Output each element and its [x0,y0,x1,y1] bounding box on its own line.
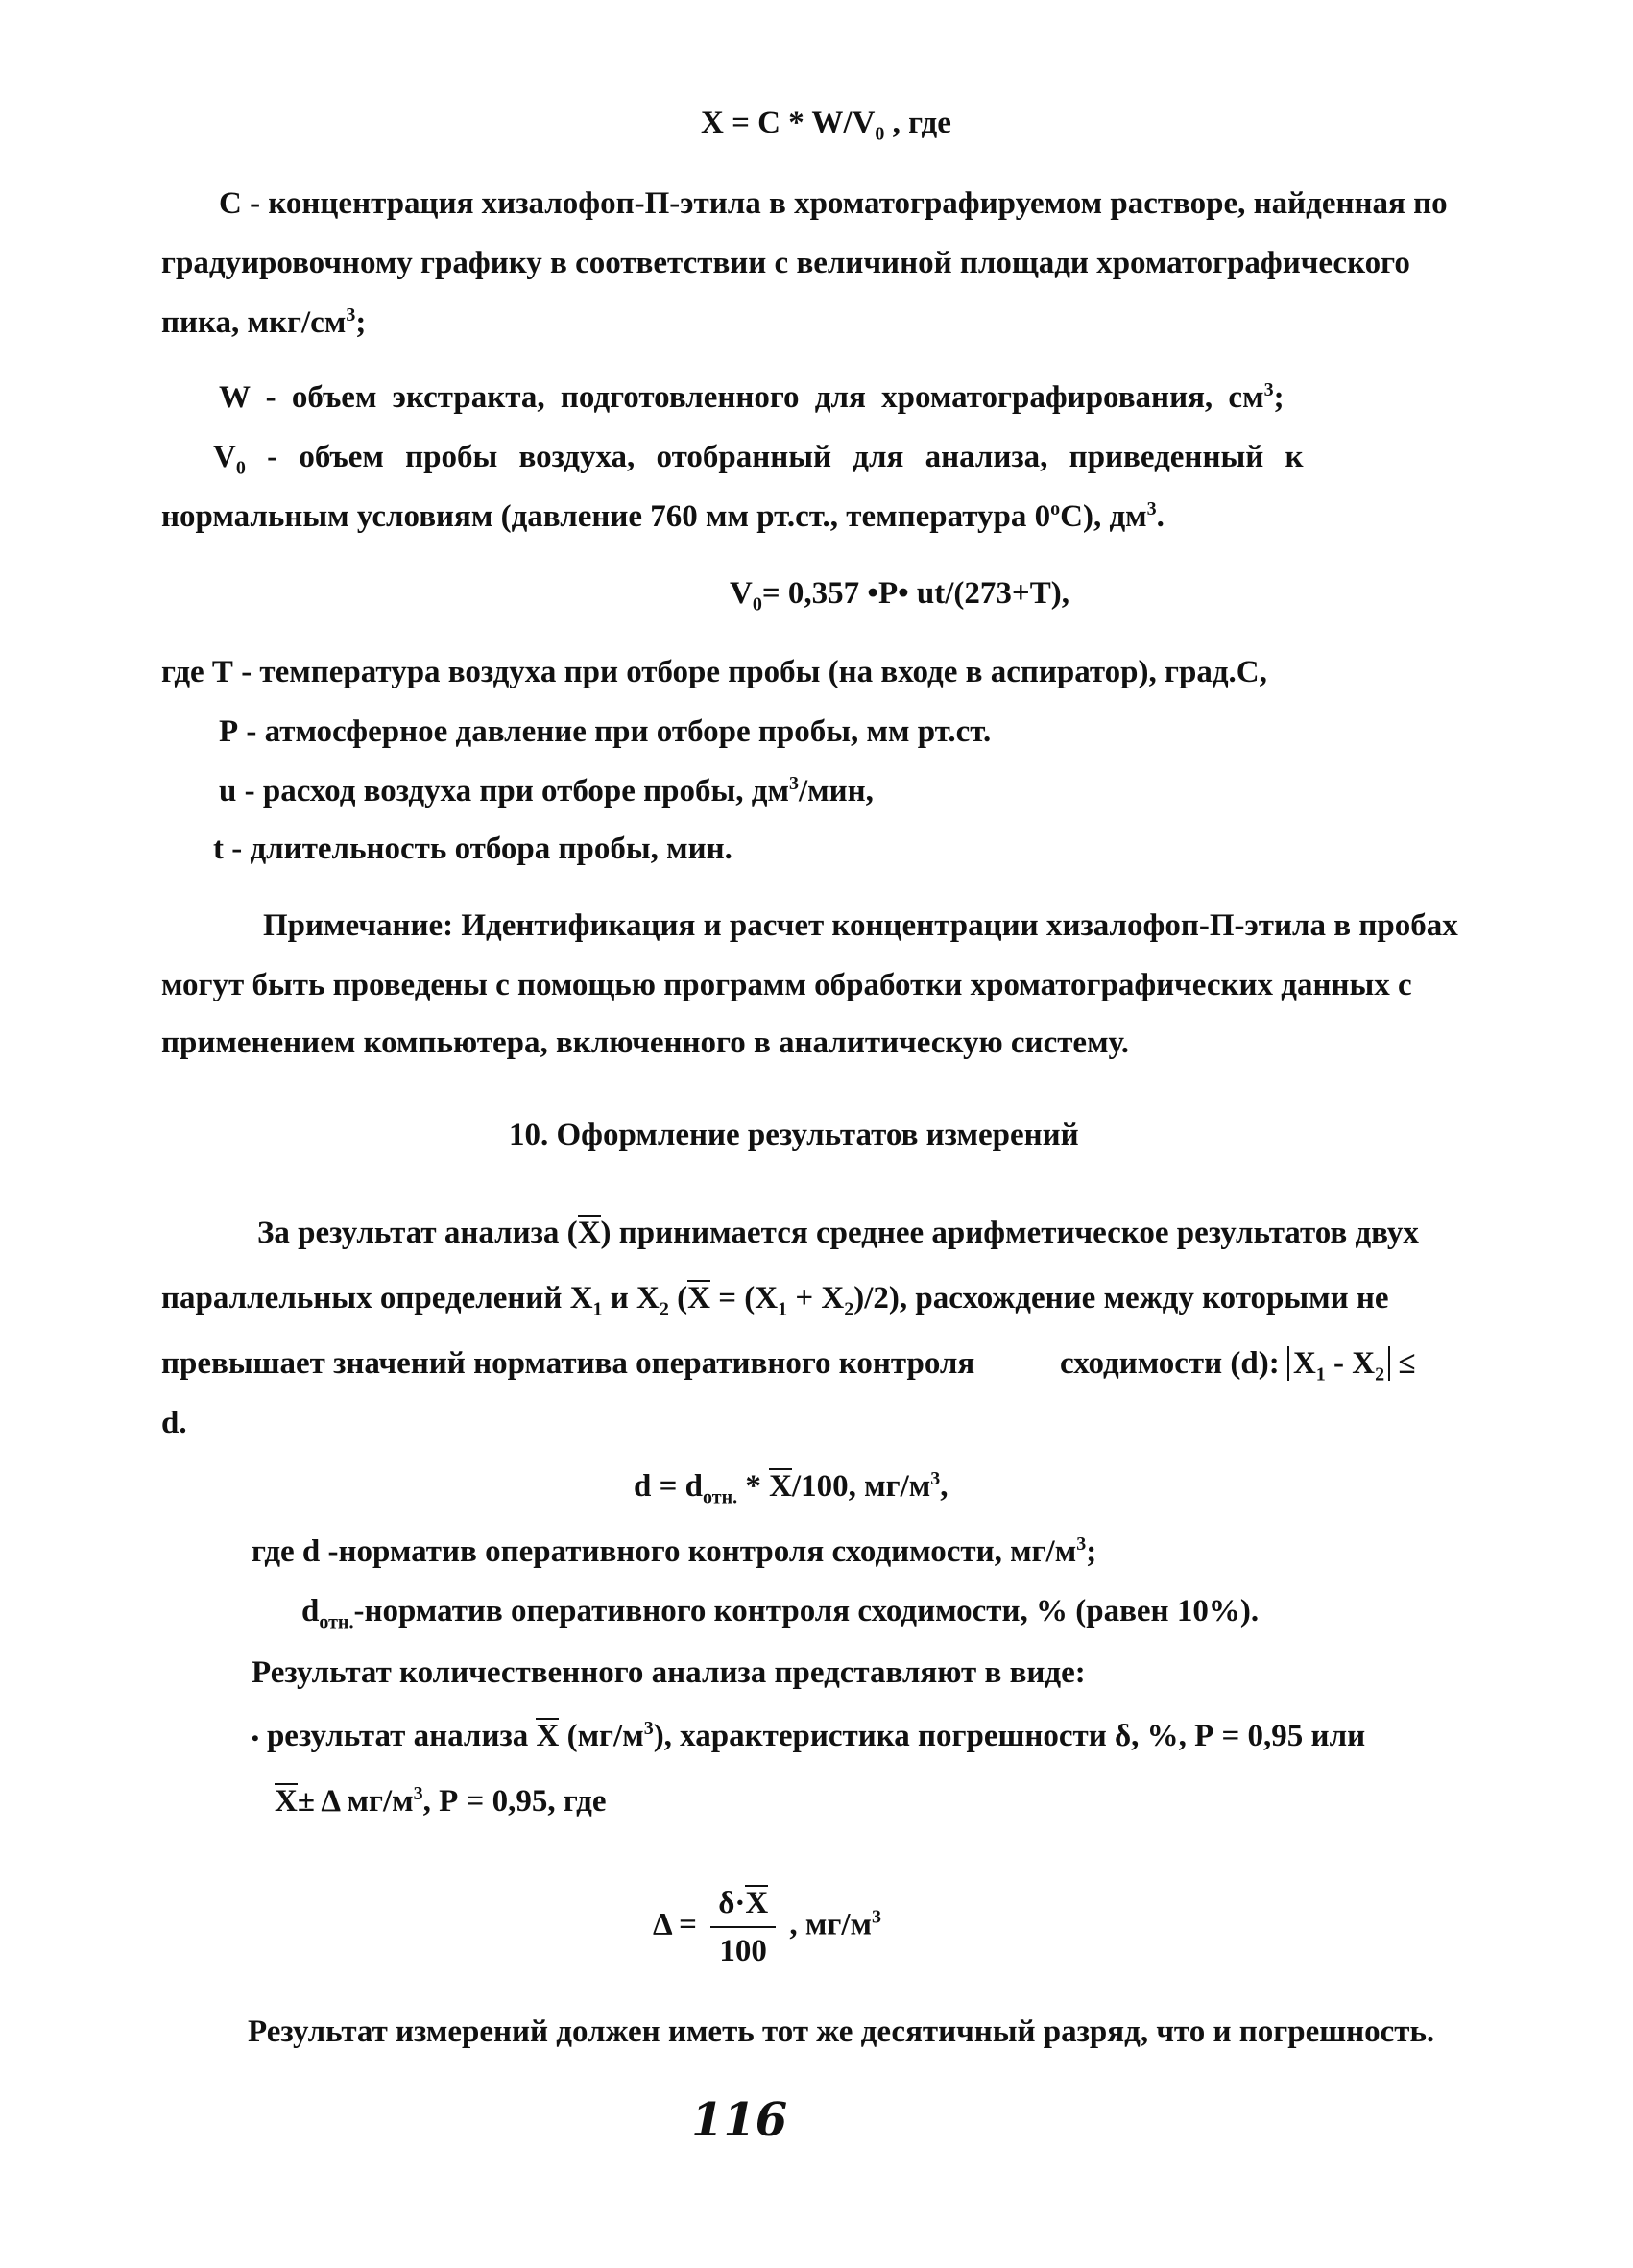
c-desc-line3-end: ; [355,305,367,340]
d-vars-line2-a: d [301,1594,320,1629]
result-line2-e: + X [787,1281,845,1315]
v0-desc-deg: o [1050,498,1061,519]
d-vars-line2-sub: отн. [319,1611,354,1633]
d-vars-line1-sup: 3 [1076,1533,1087,1555]
v0-desc-line1 [213,438,1304,479]
formula-delta-lhs: Δ = [653,1907,697,1942]
formula-x-eq: = [732,106,750,140]
formula-delta-unit: , мг/м [789,1907,873,1942]
c-desc-line2: градуировочному графику в соответствии с величиной площади хроматографического [161,246,1410,280]
section-heading: 10. Оформление результатов измерений [509,1118,1079,1152]
note-line3: применением компьютера, включенного в аналитическую систему. [161,1025,1129,1060]
formula-d-a: d = d [634,1469,704,1504]
xbar-symbol: X [577,1216,601,1250]
formula-delta [653,1882,881,1972]
var-tt-line: t - длительность отбора пробы, мин. [213,832,732,866]
var-u-sup: 3 [788,773,799,794]
formula-x [701,104,951,145]
c-desc-line3 [161,303,366,342]
xbar-symbol-4: X [536,1719,560,1753]
d-vars-line2 [301,1592,1260,1633]
delta-fraction [710,1882,776,1972]
d-vars-line1 [252,1532,1096,1571]
result-sub2: 2 [659,1298,669,1320]
bullet-icon: • [252,1725,259,1750]
w-desc-sup: 3 [1263,379,1274,400]
presentation-line1: Результат количественного анализа представляют в виде: [252,1655,1086,1690]
result-line1-b: ) принимается среднее арифметическое результатов двух [600,1216,1419,1250]
result-line2-f: )/2), расхождение между которыми не [853,1281,1389,1315]
c-desc-line3-text: пика, мкг/см [161,305,347,340]
xbar-symbol-2: X [687,1281,710,1315]
result-line3-b-text: сходимости (d): [1060,1346,1280,1381]
v0-desc-line2-end: . [1156,499,1165,534]
result-sub2-b: 2 [844,1298,854,1320]
abs-value [1287,1346,1390,1386]
result-sub1: 1 [592,1298,603,1320]
formula-delta-sup: 3 [872,1906,882,1928]
result-line2-a: параллельных определений X [161,1281,593,1315]
delta-denominator: 100 [719,1934,767,1968]
result-line2-c: ( [668,1281,688,1315]
formula-v0 [730,574,1069,613]
w-desc [219,378,1285,417]
presentation-line3-b: , Р = 0,95, где [422,1784,607,1819]
v0-desc-line2-mid: С), дм [1060,499,1147,534]
presentation-line3-a: ± Δ мг/м [297,1784,414,1819]
result-line2-d: = (X [709,1281,779,1315]
d-vars-line1-end: ; [1086,1534,1097,1569]
v0-desc-line2-sup: 3 [1146,498,1157,519]
d-vars-line2-b: -норматив оперативного контроля сходимости, % (равен 10%). [353,1594,1260,1629]
formula-d-sub: отн. [703,1486,738,1508]
abs-sub2: 2 [1375,1363,1385,1386]
presentation-line2 [252,1717,1365,1757]
formula-v0-sym: V [730,576,753,611]
presentation-line3-sup: 3 [413,1783,423,1804]
formula-d-end: , [940,1469,949,1504]
abs-x1: X [1292,1346,1316,1381]
var-u-text: u - расход воздуха при отборе пробы, дм [219,774,789,808]
formula-d-sup: 3 [930,1468,941,1489]
result-line1 [257,1214,1419,1252]
c-desc-line1: С - концентрация хизалофоп-П-этила в хроматографируемом растворе, найденная по [219,186,1448,221]
leq-symbol: ≤ [1398,1346,1416,1381]
formula-x-lhs: X [701,106,724,140]
var-u-end: /мин, [798,774,874,808]
presentation-line2-c: ), характеристика погрешности δ, %, Р = 0,95 или [653,1719,1366,1753]
formula-x-where: , где [892,106,951,140]
v0-desc-sub: 0 [235,457,246,479]
xbar-symbol-3: X [769,1469,792,1504]
c-desc-line3-sup: 3 [346,304,356,326]
result-line4: d. [161,1406,187,1440]
delta-numerator [710,1882,776,1928]
w-desc-end: ; [1273,380,1285,415]
var-t-line: где Т - температура воздуха при отборе пробы (на входе в аспиратор), град.С, [161,655,1267,689]
result-line2 [161,1279,1389,1320]
formula-x-star: * [788,106,804,140]
presentation-line3 [275,1782,607,1821]
formula-d [634,1467,948,1506]
presentation-line2-sup: 3 [643,1718,654,1739]
formula-v0-sub: 0 [752,593,762,615]
result-sub1-b: 1 [778,1298,788,1320]
abs-sub1: 1 [1315,1363,1326,1386]
presentation-line2-b: (мг/м [566,1719,644,1753]
presentation-line2-a: результат анализа [266,1719,529,1753]
v0-desc-sym: V [213,440,236,474]
var-p-line: Р - атмосферное давление при отборе пробы, мм рт.ст. [219,714,992,749]
formula-x-w: W/V [811,106,876,140]
note-line2: могут быть проведены с помощью программ обработки хроматографических данных с [161,968,1412,1002]
formula-x-sub: 0 [875,123,885,145]
final-line: Результат измерений должен иметь тот же десятичный разряд, что и погрешность. [248,2015,1435,2049]
result-line3-b [1060,1344,1416,1386]
formula-d-c: /100, мг/м [791,1469,931,1504]
d-vars-line1-text: где d -норматив оперативного контроля сходимости, мг/м [252,1534,1077,1569]
note-line1: Примечание: Идентификация и расчет концентрации хизалофоп-П-этила в пробах [263,908,1458,943]
v0-desc-line1-text: - объем пробы воздуха, отобранный для анализа, приведенный к [245,440,1304,474]
result-line2-b: и X [602,1281,660,1315]
formula-v0-rhs: = 0,357 •P• ut/(273+T), [761,576,1069,611]
var-u-line [219,772,874,810]
abs-x2: - X [1325,1346,1376,1381]
xbar-symbol-6: X [745,1886,769,1920]
page-number: 116 [691,2093,788,2147]
formula-x-c: C [757,106,780,140]
xbar-symbol-5: X [275,1784,298,1819]
w-desc-text: W - объем экстракта, подготовленного для хроматографирования, см [219,380,1264,415]
result-line1-a: За результат анализа ( [257,1216,578,1250]
v0-desc-line2-text: нормальным условиям (давление 760 мм рт.ст., температура 0 [161,499,1051,534]
result-line3-a: превышает значений норматива оперативного контроля [161,1346,975,1381]
v0-desc-line2 [161,497,1165,536]
formula-d-b: * [737,1469,770,1504]
delta-num-text: δ· [718,1886,746,1920]
